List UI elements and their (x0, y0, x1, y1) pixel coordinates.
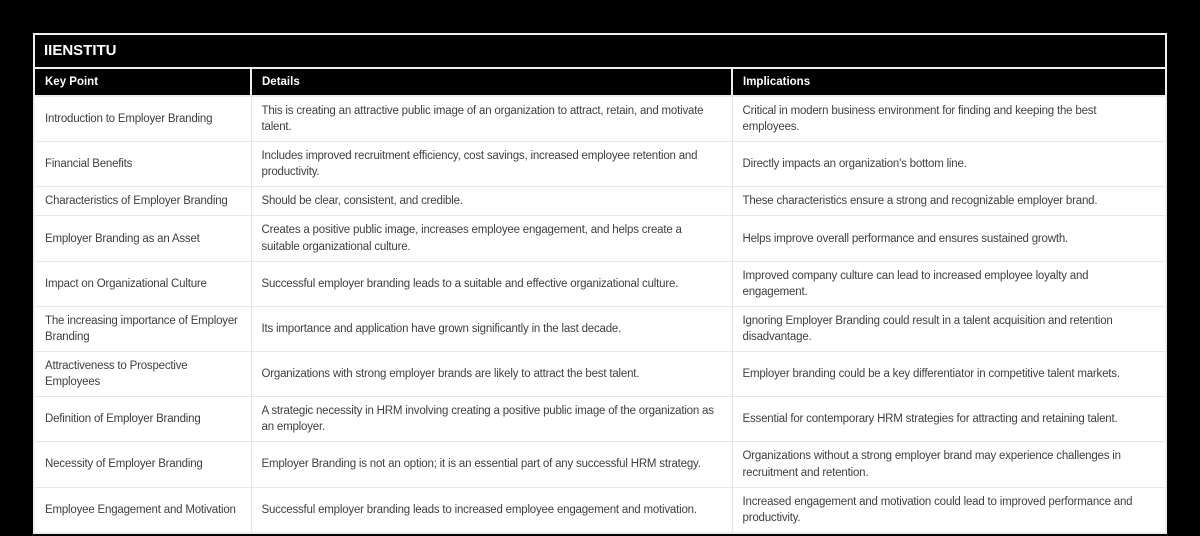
table-row (35, 216, 1165, 261)
details-cell: This is creating an attractive public image of an organization to attract, retain, and motivate talent. (251, 96, 732, 142)
header-row (35, 69, 1165, 96)
column-header-key-point: Key Point (35, 69, 251, 96)
table-title: IIENSTITU (35, 35, 1165, 69)
table-row (35, 352, 1165, 397)
key-point-cell: Introduction to Employer Branding (35, 96, 251, 142)
implications-cell: Ignoring Employer Branding could result in a talent acquisition and retention disadvantage. (732, 306, 1165, 351)
implications-cell: Directly impacts an organization's bottom line. (732, 142, 1165, 187)
implications-cell: Essential for contemporary HRM strategies for attracting and retaining talent. (732, 397, 1165, 442)
key-point-cell: Characteristics of Employer Branding (35, 187, 251, 216)
details-cell: Successful employer branding leads to a suitable and effective organizational culture. (251, 261, 732, 306)
implications-cell: Improved company culture can lead to increased employee loyalty and engagement. (732, 261, 1165, 306)
table-row (35, 187, 1165, 216)
implications-cell: Employer branding could be a key differentiator in competitive talent markets. (732, 352, 1165, 397)
key-point-cell: Financial Benefits (35, 142, 251, 187)
table-row (35, 442, 1165, 487)
table-row (35, 306, 1165, 351)
details-cell: Includes improved recruitment efficiency, cost savings, increased employee retention and productivity. (251, 142, 732, 187)
column-header-implications: Implications (732, 69, 1165, 96)
table-row (35, 487, 1165, 532)
table-row (35, 261, 1165, 306)
details-cell: A strategic necessity in HRM involving creating a positive public image of the organization as an employer. (251, 397, 732, 442)
key-point-cell: The increasing importance of Employer Branding (35, 306, 251, 351)
table-row (35, 96, 1165, 142)
details-cell: Its importance and application have grown significantly in the last decade. (251, 306, 732, 351)
key-point-cell: Employee Engagement and Motivation (35, 487, 251, 532)
table-row (35, 142, 1165, 187)
key-point-cell: Impact on Organizational Culture (35, 261, 251, 306)
details-cell: Should be clear, consistent, and credible. (251, 187, 732, 216)
implications-cell: These characteristics ensure a strong and recognizable employer brand. (732, 187, 1165, 216)
key-point-cell: Employer Branding as an Asset (35, 216, 251, 261)
implications-cell: Helps improve overall performance and ensures sustained growth. (732, 216, 1165, 261)
key-points-table (35, 69, 1165, 532)
details-cell: Successful employer branding leads to increased employee engagement and motivation. (251, 487, 732, 532)
key-point-cell: Definition of Employer Branding (35, 397, 251, 442)
implications-cell: Increased engagement and motivation could lead to improved performance and productivity. (732, 487, 1165, 532)
details-cell: Organizations with strong employer brands are likely to attract the best talent. (251, 352, 732, 397)
table-card (33, 33, 1167, 534)
key-point-cell: Attractiveness to Prospective Employees (35, 352, 251, 397)
details-cell: Employer Branding is not an option; it is an essential part of any successful HRM strategy. (251, 442, 732, 487)
implications-cell: Critical in modern business environment for finding and keeping the best employees. (732, 96, 1165, 142)
table-row (35, 397, 1165, 442)
column-header-details: Details (251, 69, 732, 96)
key-point-cell: Necessity of Employer Branding (35, 442, 251, 487)
details-cell: Creates a positive public image, increases employee engagement, and helps create a suitable organizational culture. (251, 216, 732, 261)
implications-cell: Organizations without a strong employer brand may experience challenges in recruitment and retention. (732, 442, 1165, 487)
